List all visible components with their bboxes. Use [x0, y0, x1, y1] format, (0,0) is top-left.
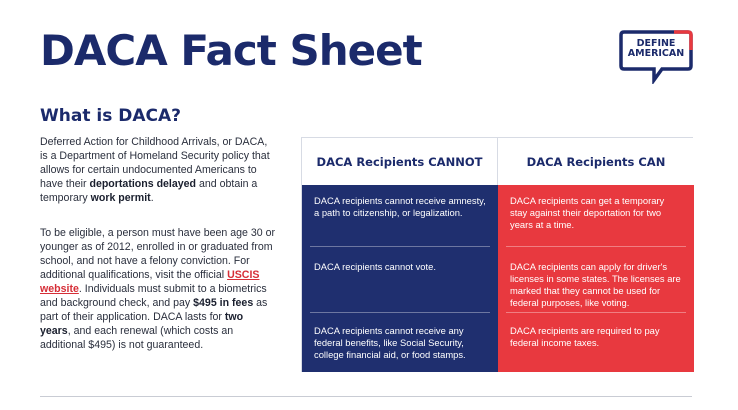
- p2-text-b: . Individuals must submit to a biometrics and background check, and pay: [40, 283, 267, 309]
- can-cell-2: DACA recipients can apply for driver's licenses in some states. The licenses are marked that they cannot be used for federal purposes, like voting.: [510, 261, 681, 308]
- page-title: DACA Fact Sheet: [40, 26, 422, 75]
- p2-text-d: , and each renewal (which costs an additional $495) is not guaranteed.: [40, 325, 234, 351]
- p1-deportations-delayed: deportations delayed: [89, 178, 197, 190]
- logo-line-american: AMERICAN: [627, 48, 685, 59]
- can-divider-2: [506, 312, 686, 313]
- define-american-logo[interactable]: [618, 28, 694, 84]
- p2-fee-amount: $495 in fees: [193, 297, 254, 309]
- cannot-cell-1: DACA recipients cannot receive amnesty, a path to citizenship, or legalization.: [314, 195, 486, 218]
- can-column: [498, 185, 694, 372]
- intro-paragraph-1: [40, 135, 276, 205]
- cannot-cell-3: DACA recipients cannot receive any federal benefits, like Social Security, college financial aid, or food stamps.: [314, 325, 466, 360]
- can-cell-1: DACA recipients can get a temporary stay against their deportation for two years at a time.: [510, 195, 665, 230]
- cannot-divider-1: [310, 246, 490, 247]
- cannot-cell-2: DACA recipients cannot vote.: [314, 261, 436, 272]
- intro-paragraph-2: [40, 226, 276, 352]
- uscis-website-link[interactable]: USCIS website: [40, 269, 260, 295]
- logo-text: [624, 39, 688, 59]
- p1-text-a: Deferred Action for Childhood Arrivals, or DACA, is a Department of Homeland Security policy that allows for certain undocumented Americans to have their: [40, 136, 270, 190]
- p2-text-c: as part of their application. DACA lasts for: [40, 297, 268, 323]
- p1-text-c: and obtain a temporary: [40, 178, 258, 204]
- section-heading-what-is-daca: What is DACA?: [40, 106, 181, 126]
- p2-two-years: two years: [40, 311, 244, 337]
- p1-work-permit: work permit: [90, 192, 151, 204]
- can-cell-3: DACA recipients are required to pay federal income taxes.: [510, 325, 660, 348]
- p1-text-e: .: [150, 192, 154, 204]
- recipients-comparison-table: [301, 137, 693, 372]
- logo-line-define: DEFINE: [636, 38, 676, 49]
- can-column-header: DACA Recipients CAN: [498, 138, 694, 185]
- cannot-column-header: DACA Recipients CANNOT: [302, 138, 498, 185]
- footer-divider: [40, 396, 692, 397]
- can-divider-1: [506, 246, 686, 247]
- cannot-divider-2: [310, 312, 490, 313]
- cannot-column: [302, 185, 498, 372]
- p2-text-a: To be eligible, a person must have been age 30 or younger as of 2012, enrolled in or graduated from school, and not have a felony conviction. For additional qualifications, visit the official: [40, 227, 275, 281]
